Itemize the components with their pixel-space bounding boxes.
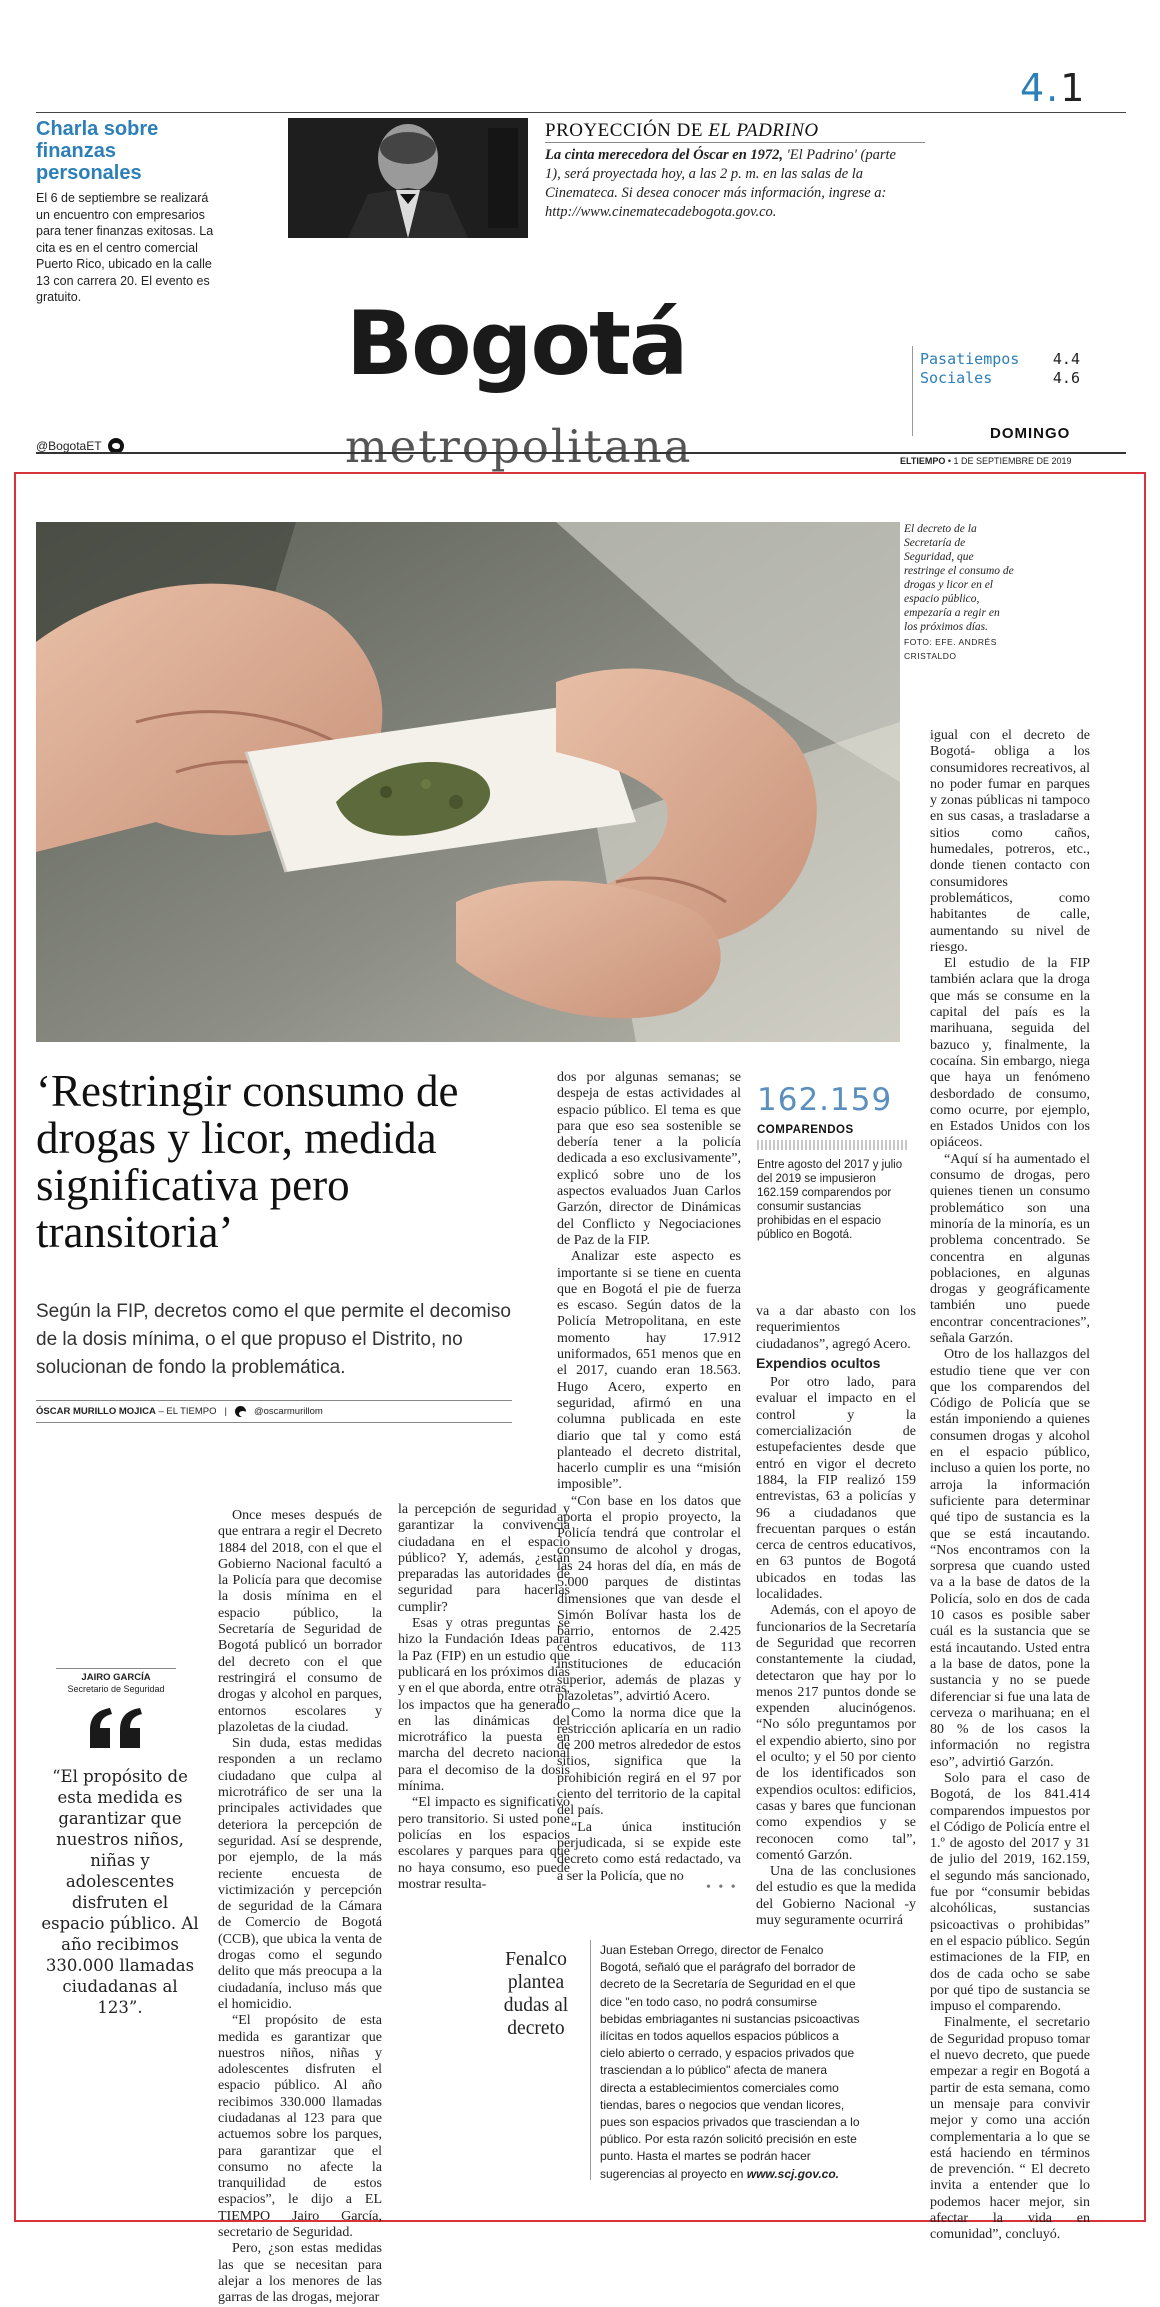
padrino-divider [545,142,925,143]
paragraph: Analizar este aspecto es importante si se tiene en cuenta que en Bogotá el pie de fuerza es escaso. Según datos de la Policía Metropolitana, en este momento hay 17.912 uniformados, 651 menos que en el 2017, cuando eran 18.563. Hugo Acero, experto en seguridad, afirmó en una columna publicada en este diario que tal y como está planteado el decreto distrital, hacerlo cumplir es una “misión imposible”. [557,1249,741,1493]
paragraph: Esas y otras preguntas se hizo la Fundación Ideas para la Paz (FIP) en un estudio que publicará en los próximos días y en el que aborda, entre otras, los impactos que ha generado en las dinámicas del microtráfico la puesta en marcha del decreto nacional para el decomiso de la dosis mínima. [398,1616,570,1795]
paragraph: va a dar abasto con los requerimientos ciudadanos”, agregó Acero. [756,1304,916,1352]
quote-divider [56,1668,176,1669]
box-separator-dots: • • • [706,1880,738,1895]
section-subhead: Expendios ocultos [756,1354,881,1371]
paragraph: la percepción de seguridad y garantizar la convivencia ciudadana en el espacio público? Y, además, ¿están preparadas las autoridades de seguridad para hacerlas cumplir? [398,1502,570,1615]
top-divider [36,112,1126,113]
article-headline: ‘Restringir consumo de drogas y licor, medida significativa pero transitoria’ [36,1066,459,1257]
photo-caption: El decreto de la Secretaría de Seguridad, que restringe el consumo de drogas y licor en el espacio público, empezaría a regir en los próximos días. FOTO: EFE. ANDRÉS CRISTALDO [904,523,1014,661]
day-label: DOMINGO [990,425,1071,442]
paragraph: Como la norma dice que la restricción aplicaría en un radio de 200 metros alrededor de estos sitios, significa que la prohibición regirá en el 97 por ciento del territorio de la capital del país. [557,1705,741,1819]
pull-quote-text: “El propósito de esta medida es garantizar que nuestros niños, niñas y adolescentes disfruten el espacio público. Al año recibimos 330.000 llamadas ciudadanas al 123”. [41,1767,199,2017]
article-column-2 [398,1502,570,1892]
section-page-number: 4.1 [1020,66,1087,110]
paragraph: “La única institución perjudicada, si se expide este decreto como está redactado, va a ser la Policía, que no [557,1819,741,1884]
article-deck: Según la FIP, decretos como el que permite el decomiso de la dosis mínima, o el que propuso el Distrito, no solucionan de fondo la problemática. [36,1301,511,1378]
quote-mark-icon [86,1706,146,1750]
quote-author: JAIRO GARCÍA [81,1672,151,1683]
article-column-4 [756,1304,916,1928]
fenalco-divider [590,1940,591,2180]
index-item[interactable]: Sociales 4.6 [920,369,1080,387]
paragraph: “Aquí sí ha aumentado el consumo de drogas, pero quienes tienen un consumo problemático son una minoría de la minoría, es un problema concentrado. Se concentra en algunas poblaciones, en algunas drogas y geográficamente también uno puede encontrar concentraciones”, señala Garzón. [930,1151,1090,1346]
paragraph: Otro de los hallazgos del estudio tiene que ver con que los comparendos del Código de Policía que se están imponiendo a quienes consumen drogas y alcohol en el espacio público, incluso a quien los porte, no arroja la información suficiente para determinar qué tipo de sustancia es la que se está incautando. “Nos encontramos con la sorpresa que cuando usted va a la base de datos de la Policía, solo en dos de cada 10 casos es posible saber cuál es la sustancia que se está incautando. Usted entra a la base de datos, pone la sustancia y no se puede diferenciar si fue una lata de cerveza o marihuana; en el 80 % de los casos la información no registra eso”, advirtió Garzón. [930,1347,1090,1770]
charla-body: El 6 de septiembre se realizará un encuentro con empresarios para tener finanzas exitosas. La cita es en el centro comercial Puerto Rico, ubicado en la calle 13 con carrera 20. El evento es gratuito. [36,191,214,304]
section-index [920,350,1080,388]
twitter-handle[interactable]: @BogotaET [36,438,124,454]
paragraph: igual con el decreto de Bogotá- obliga a los consumidores recreativos, al no poder fumar en parques y zonas públicas ni tampoco en sus casas, a trasladarse a sitios como caños, humedales, potreros, etc., donde tienen contacto con consumidores problemáticos, como habitantes de calle, aumentando su nivel de riesgo. [930,728,1090,955]
article-column-3 [557,1070,741,2070]
paragraph: Sin duda, estas medidas responden a un reclamo ciudadano que culpa al microtráfico de ser una la principales actividades que deteriora la percepción de seguridad. Así se desprende, por ejemplo, de la más reciente encuesta de victimización y percepción de seguridad de la Cámara de Comercio de Bogotá (CCB), que ubica la venta de drogas como el segundo delito que más preocupa a la ciudadanía, incluso más que el homicidio. [218,1736,382,2012]
fenalco-link[interactable]: www.scj.gov.co. [746,2166,840,2181]
paragraph: Once meses después de que entrara a regir el Decreto 1884 del 2018, con el que el Gobierno Nacional facultó a la Policía para que decomise la dosis mínima en el espacio público, la Secretaría de Seguridad de Bogotá publicó un borrador del decreto con el que restringirá el consumo de drogas y alcohol en parques, entornos escolares y plazoletas de la ciudad. [218,1508,382,1735]
stat-label: COMPARENDOS [757,1124,854,1136]
byline-divider-top [36,1400,512,1401]
article-photo [36,522,900,1042]
charla-title: Charla sobre finanzas personales [36,118,159,184]
article-column-1 [218,1508,382,2306]
padrino-photo [288,118,528,238]
byline: ÓSCAR MURILLO MOJICA – EL TIEMPO | @oscarmurillom [36,1406,323,1417]
stat-body: Entre agosto del 2017 y julio del 2019 se impusieron 162.159 comparendos por consumir sustancias prohibidas en el espacio público en Bogotá. [757,1159,903,1241]
paragraph: “El impacto es significativo pero transitorio. Si usted pone policías en los espacios escolares y parques para que no haya consumo, eso puede mostrar resulta- [398,1795,570,1892]
index-divider [912,346,913,436]
paragraph: Solo para el caso de Bogotá, de los 841.414 comparendos impuestos por el Código de Policía entre el 1.º de agosto del 2017 y 31 de julio del 2019, 162.159, el segundo más sancionado, fue por “consumir bebidas alcohólicas, sustancias psicoactivas o prohibidas” en el espacio público. Según estimaciones de la FIP, en dos de cada ocho se sabe por qué tipo de sustancia se impuso el comparendo. [930,1771,1090,2015]
paragraph: Por otro lado, para evaluar el impacto en el control y la comercialización de estupefacientes desde que entró en vigor el decreto 1884, la FIP realizó 159 entrevistas, 63 a policías y 96 a ciudadanos que frecuentan parques o están cerca de centros educativos, en 63 puntos de Bogotá ubicados en todas las localidades. [756,1375,916,1603]
padrino-heading: PROYECCIÓN DE EL PADRINO [545,120,819,141]
masthead-divider [36,452,1126,454]
dateline: ELTIEMPO • 1 DE SEPTIEMBRE DE 2019 [900,456,1072,466]
fenalco-heading: Fenalco plantea dudas al decreto [503,1949,569,2039]
masthead-title: Bogotá [346,292,687,395]
twitter-icon [235,1406,246,1417]
stat-pattern-bar [757,1140,907,1150]
paragraph: El estudio de la FIP también aclara que la droga que más se consume en la capital del país es la marihuana, seguida del bazuco y, finalmente, la cocaína. Sin embargo, niega que haya un fenómeno desbordado de consumo, como ocurre, por ejemplo, en Estados Unidos con los opiáceos. [930,956,1090,1151]
article-column-5 [930,728,1090,2243]
byline-divider-bottom [36,1422,512,1423]
stat-number: 162.159 [757,1082,893,1118]
paragraph: Una de las conclusiones del estudio es que la medida del Gobierno Nacional -y muy seguramente ocurrirá [756,1864,916,1928]
masthead-subtitle: metropolitana [345,420,693,473]
paragraph: dos por algunas semanas; se despeja de estas actividades al espacio público. El tema es que para que eso sea sostenible se debería tener a la policía dedicada a eso exclusivamente”, explicó sobre uno de los aspectos evaluados Juan Carlos Garzón, director de Dinámicas del Conflicto y Negociaciones de Paz de la FIP. [557,1070,741,1248]
index-item[interactable]: Pasatiempos 4.4 [920,350,1080,368]
paragraph: Pero, ¿son estas medidas las que se necesitan para alejar a los menores de las garras de las drogas, mejorar [218,2241,382,2306]
photo-credit: FOTO: EFE. ANDRÉS CRISTALDO [904,637,997,661]
author-twitter[interactable]: @oscarmurillom [254,1406,323,1417]
quote-author-role: Secretario de Seguridad [67,1684,165,1694]
paragraph: “Con base en los datos que aporta el propio proyecto, la Policía tendrá que controlar el consumo de alcohol y drogas, las 24 horas del día, en más de 5.000 parques de distintas dimensiones que van desde el Simón Bolívar hasta los de barrio, entornos de 2.425 centros educativos, de 113 instituciones de educación superior, además de plazas y plazoletas”, advirtió Acero. [557,1493,741,1705]
paragraph: Finalmente, el secretario de Seguridad propuso tomar el nuevo decreto, que puede empezar a regir en Bogotá a partir de esta semana, como un mensaje para convivir mejor y como una acción complementaria a lo que se está haciendo en términos de prevención. “ El decreto invita a entender que lo podemos hacer mejor, sin afectar la vida en comunidad”, concluyó. [930,2015,1090,2243]
fenalco-body: Juan Esteban Orrego, director de Fenalco Bogotá, señaló que el parágrafo del borrador de decreto de la Secretaría de Seguridad en el que dice "en todo caso, no podrá consumirse bebidas embriagantes ni sustancias psicoactivas ilícitas en todos aquellos espacios públicos a cielo abierto o cerrado, y espacios privados que trasciendan a lo público" afecta de manera directa a establecimientos comerciales como tiendas, bares o negocios que vendan licores, pues son espacios privados que trasciendan a lo público. Por esta razón solicitó precisión en este punto. Hasta el martes se podrán hacer sugerencias al proyecto en www.scj.gov.co. [600,1943,860,2181]
paragraph: “El propósito de esta medida es garantizar que nuestros niños, niñas y adolescentes disfruten el espacio público. Al año recibimos 330.000 llamadas ciudadanas al 123 para que actuemos sobre los parques, para garantizar que el consumo no afecte la tranquilidad de estos espacios”, le dijo a EL TIEMPO Jairo García, secretario de Seguridad. [218,2013,382,2241]
paragraph: Además, con el apoyo de funcionarios de la Secretaría de Seguridad que recorren constantemente la ciudad, detectaron que hay por lo menos 217 puntos donde se expenden alucinógenos. “No sólo preguntamos por el expendio abierto, sino por el oculto; y el 50 por ciento de los identificados son expendios ocultos: edificios, casas y bares que funcionan como expendios y se reconocen como tal”, comentó Garzón. [756,1603,916,1863]
padrino-body: La cinta merecedora del Óscar en 1972, 'El Padrino' (parte 1), será proyectada hoy, a las 2 p. m. en las salas de la Cinemateca. Si desea conocer más información, ingrese a: http://www.cinematecadebogota.gov.co. [545,147,896,220]
